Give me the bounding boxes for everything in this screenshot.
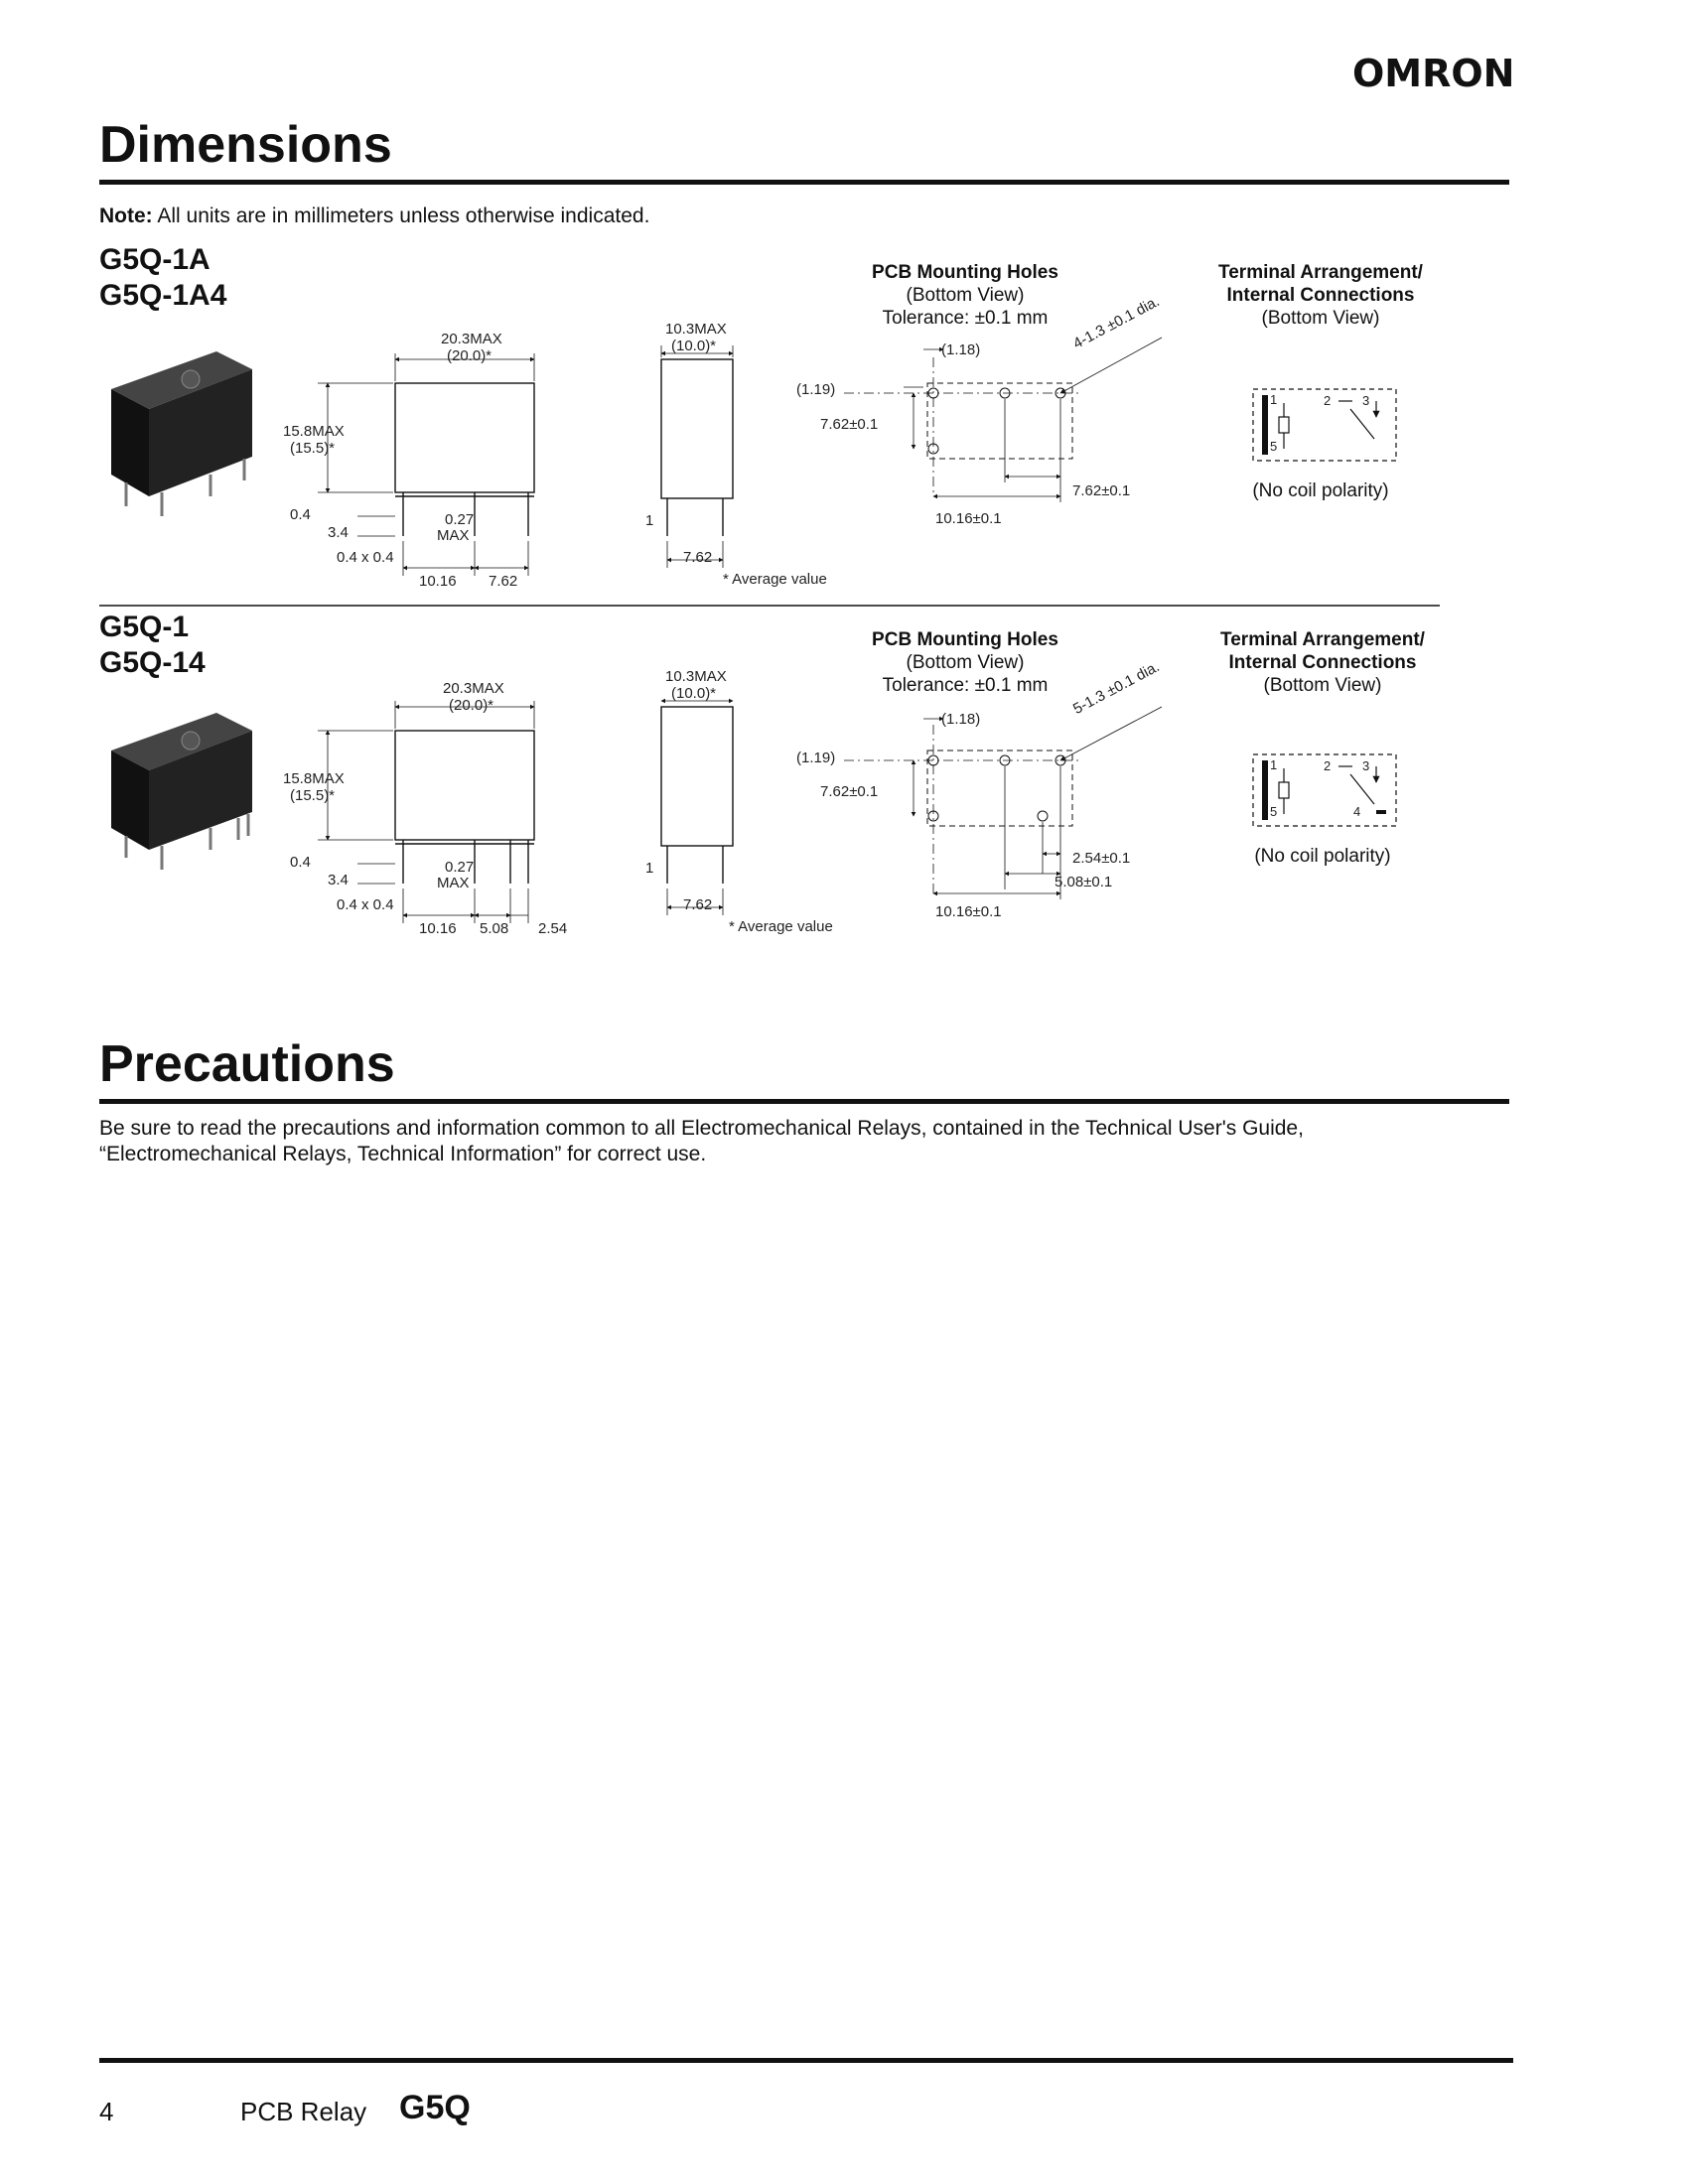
model-g5q-1a4: G5Q-1A4 (99, 279, 227, 312)
pcb2-tolerance: Tolerance: ±0.1 mm (882, 675, 1049, 696)
front1-d3: 0.4 x 0.4 (337, 549, 394, 566)
pcb1-heading (846, 261, 1084, 330)
term2-view: (Bottom View) (1263, 675, 1382, 696)
model-g5q-1: G5Q-1 (99, 611, 190, 643)
model-g5q-1a: G5Q-1A (99, 243, 211, 276)
precautions-text (99, 1116, 1509, 1167)
pcb2-d1: (1.18) (941, 711, 981, 728)
term2-pin4: 4 (1353, 804, 1361, 819)
pcb-holes-2 (844, 707, 1162, 899)
pcb1-d5: 10.16±0.1 (935, 510, 1002, 527)
front1-p1: 10.16 (419, 573, 457, 590)
relay-photo-1 (111, 351, 252, 516)
term1-pin2: 2 (1324, 393, 1332, 408)
footer-category: PCB Relay (240, 2097, 367, 2126)
side1-d1: 1 (645, 512, 654, 529)
pcb1-view: (Bottom View) (906, 285, 1025, 306)
precautions-rule (99, 1099, 1509, 1104)
pcb2-d3: 7.62±0.1 (820, 783, 879, 800)
front1-d4: 0.27 (445, 511, 475, 528)
pcb1-d1: (1.18) (941, 341, 981, 358)
side2-width-avg: (10.0)* (671, 685, 717, 702)
pcb1-d2: (1.19) (796, 381, 836, 398)
front1-height: 15.8MAX (283, 423, 345, 440)
note-label: Note: (99, 205, 153, 227)
side1-avg-note: * Average value (723, 571, 827, 588)
term1-title: Terminal Arrangement/ (1218, 262, 1423, 283)
pcb2-title: PCB Mounting Holes (872, 629, 1058, 650)
pcb2-d6: 10.16±0.1 (935, 903, 1002, 920)
front2-width-avg: (20.0)* (449, 697, 494, 714)
term1-view: (Bottom View) (1261, 308, 1380, 329)
front1-d5: MAX (437, 527, 470, 544)
pcb2-holes: 5-1.3 ±0.1 dia. (1070, 658, 1163, 719)
side2-avg-note: * Average value (729, 918, 833, 935)
front1-width: 20.3MAX (441, 331, 502, 347)
term2-pin1: 1 (1270, 757, 1278, 772)
front1-height-avg: (15.5)* (290, 440, 336, 457)
model-g5q-14: G5Q-14 (99, 646, 206, 679)
front2-d3: 0.4 x 0.4 (337, 896, 394, 913)
dimensions-title: Dimensions (99, 116, 392, 174)
front2-d1: 0.4 (290, 854, 311, 871)
front2-width: 20.3MAX (443, 680, 504, 697)
front2-d5: MAX (437, 875, 470, 891)
side2-width: 10.3MAX (665, 668, 727, 685)
pcb2-view: (Bottom View) (906, 652, 1025, 673)
front1-p2: 7.62 (489, 573, 518, 590)
term2-title2: Internal Connections (1228, 652, 1417, 673)
front-view-2 (318, 701, 534, 923)
pcb-holes-1 (844, 338, 1162, 502)
pcb2-d5: 5.08±0.1 (1055, 874, 1113, 890)
front2-height: 15.8MAX (283, 770, 345, 787)
term2-pin3: 3 (1362, 758, 1370, 773)
front2-height-avg: (15.5)* (290, 787, 336, 804)
pcb1-tolerance: Tolerance: ±0.1 mm (882, 308, 1049, 329)
pcb1-d3: 7.62±0.1 (820, 416, 879, 433)
pcb1-holes: 4-1.3 ±0.1 dia. (1070, 293, 1163, 353)
side2-d1: 1 (645, 860, 654, 877)
term1-pin5: 5 (1270, 439, 1278, 454)
pcb2-d2: (1.19) (796, 750, 836, 766)
side-view-1 (661, 345, 733, 568)
front1-d2: 3.4 (328, 524, 349, 541)
side-view-2 (661, 701, 733, 915)
term2-pin5: 5 (1270, 804, 1278, 819)
term1-heading (1182, 261, 1460, 330)
note-text: All units are in millimeters unless otherwise indicated. (157, 205, 650, 227)
side1-width: 10.3MAX (665, 321, 727, 338)
pcb2-heading (846, 628, 1084, 697)
front1-d1: 0.4 (290, 506, 311, 523)
front2-d4: 0.27 (445, 859, 475, 876)
page-number: 4 (99, 2097, 114, 2126)
front-view-1 (318, 353, 534, 576)
term2-pin2: 2 (1324, 758, 1332, 773)
front2-p1: 10.16 (419, 920, 457, 937)
term2-title: Terminal Arrangement/ (1220, 629, 1425, 650)
side1-pitch: 7.62 (683, 549, 713, 566)
term1-title2: Internal Connections (1226, 285, 1415, 306)
term1-polarity: (No coil polarity) (1252, 480, 1389, 501)
front2-p3: 2.54 (538, 920, 568, 937)
footer-model: G5Q (399, 2089, 471, 2126)
footer-rule (99, 2058, 1513, 2063)
pcb1-d4: 7.62±0.1 (1072, 482, 1131, 499)
relay-photo-2 (111, 713, 252, 870)
front2-p2: 5.08 (480, 920, 509, 937)
precautions-line-1: Be sure to read the precautions and information common to all Electromechanical Relays, contained in the Technical User's Guide, (99, 1117, 1304, 1140)
term1-pin3: 3 (1362, 393, 1370, 408)
term1-pin1: 1 (1270, 392, 1278, 407)
precautions-line-2: “Electromechanical Relays, Technical Information” for correct use. (99, 1143, 707, 1165)
term2-heading (1184, 628, 1462, 697)
front2-d2: 3.4 (328, 872, 349, 888)
pcb2-d4: 2.54±0.1 (1072, 850, 1131, 867)
front1-width-avg: (20.0)* (447, 347, 492, 364)
term2-polarity: (No coil polarity) (1254, 846, 1391, 867)
side2-pitch: 7.62 (683, 896, 713, 913)
precautions-title: Precautions (99, 1035, 395, 1093)
omron-logo: OMRON (1352, 52, 1515, 95)
pcb1-title: PCB Mounting Holes (872, 262, 1058, 283)
side1-width-avg: (10.0)* (671, 338, 717, 354)
